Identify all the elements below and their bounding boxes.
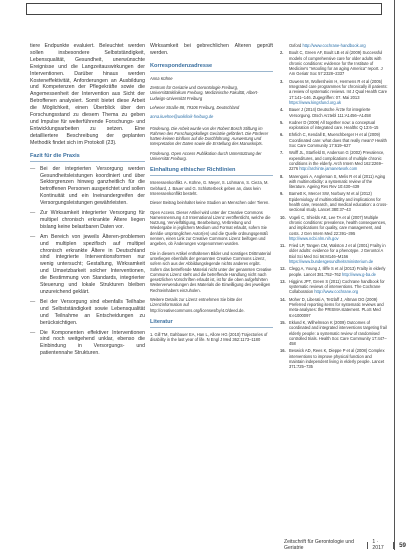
issue-label: 1 · 2017 — [372, 539, 384, 550]
fazit-list — [30, 166, 145, 358]
reference-number: 10. — [280, 214, 286, 220]
reference-item — [280, 191, 388, 212]
reference-item — [280, 79, 388, 105]
reference-item — [280, 266, 388, 277]
reference-number: 12. — [280, 266, 286, 272]
reference-number: 4. — [280, 107, 284, 113]
reference-link[interactable]: http://www.g-ba.de — [342, 271, 376, 277]
fazit-item: — Die Komponenten effektiver Interventionen sind noch weitgehend unklar, ebenso die Einbindung in Versorgungs- und patientennahe Strukturen. — [30, 330, 145, 358]
reference-number: 2. — [280, 50, 284, 56]
reference-number: 3. — [280, 78, 284, 84]
reference-text: Wolff JL, Starfield B, Anderson G (2002) Prevalence, expenditures, and complications of multiple chronic conditions in the elderly. Arch Intern Med 162:2269–2276 — [289, 150, 385, 172]
ethics-paragraph: Open Access. Dieser Artikel wird unter der Creative Commons Namensnennung 4.0 International Lizenz veröffentlicht, welche die Nutzung, Vervielfältigung, Bearbeitung, Verbreitung und Wiedergabe in jeglichem Medium und Format erlaubt, sofern Sie den/die ursprünglichen Autor(en) und die Quelle ordnungsgemäß nennen, einen Link zur Creative Commons Lizenz beifügen und angeben, ob Änderungen vorgenommen wurden. — [150, 209, 271, 247]
reference-link[interactable]: http://archinte.jamanetwork.com — [299, 166, 358, 172]
ethics-paragraph: Interessenkonflikt. A. Kühne, G. Meyer, S. Lühmann, S. Cieza, M. Gebhard, J. Bauer und G. Schlotterbeck geben an, dass kein Interessenkonflikt besteht. — [150, 180, 269, 196]
reference-text: Eklund K, Wilhelmson K (2009) Outcomes of coordinated and integrated interventions targeting frail elderly people: a systematic review of randomised controlled trials. Health Soc Care Community 17:447–458 — [289, 319, 387, 347]
reference-link[interactable]: http://www.ncbi.nlm.nih.gov — [289, 235, 339, 241]
ethics-text — [150, 180, 273, 313]
correspondence-address — [150, 76, 273, 120]
reference-link[interactable]: http://www.cochrane-handbook.org — [302, 43, 366, 48]
funding-note: Förderung. Die Arbeit wurde von der Robert Bosch Stiftung im Rahmen des Forschungskollegs Geriatrie gefördert. Die Förderer hatten keinen Einfluss auf die Durchführung, Auswertung und Interpretation der Daten sowie die Erstellung des Manuskripts. — [150, 125, 269, 147]
reference-item — [280, 43, 388, 48]
ethics-paragraph: Weitere Details zur Lizenz entnehmen Sie bitte der Lizenzinformation auf http://creativecommons.org/licenses/by/4.0/deed.de. — [150, 297, 245, 313]
ethics-heading: Einhaltung ethischer Richtlinien — [150, 167, 273, 176]
reference-text: Higgins JPT, Green S (2011) Cochrane handbook for systematic reviews of interventions. The Cochrane Collaboration — [289, 278, 385, 295]
fazit-item: — Bei der Versorgung sind ebenfalls Teilhabe und Selbstständigkeit sowie Lebensqualität und Teilnahme an Entscheidungen zu berücksichtigen. — [30, 299, 145, 327]
column-left — [30, 43, 145, 360]
reference-item — [280, 215, 388, 241]
reference-link[interactable]: http://www.cochrane.org — [314, 289, 359, 295]
right-margin-bar — [394, 0, 413, 550]
running-header-bar — [26, 3, 382, 15]
reference-number: 11. — [280, 243, 286, 249]
reference-item — [280, 243, 388, 264]
reference-text: Bauer J (2014) Deutsche Ärzte für integrierte Versorgung. Dtsch Arztebl 111:A1456–A1458 — [289, 107, 371, 118]
reference-number: 13. — [280, 278, 286, 284]
reference-number: 9. — [280, 191, 284, 197]
reference-item — [280, 120, 388, 131]
reference-text: Clegg A, Young J, Iliffe S et al (2013) Frailty in elderly people. Lancet 381:752–762 — [289, 266, 386, 277]
intro-text: Wirksamkeit bei gebrechlichen Älteren geprüft werden. — [150, 43, 273, 56]
footer-divider — [367, 542, 368, 549]
reference-text: Beswick AD, Rees K, Dieppe P et al (2008) Complex interventions to improve physical function and maintain independent living in elderly people. Lancet 371:725–735 — [289, 348, 385, 370]
fazit-item: — Bei der integrierten Versorgung werden Gesundheitsleistungen koordiniert und über Sektorgrenzen hinweg ganzheitlich für die betroffenen Personen ausgerichtet und sollen Kontinuität und ein Ineinandergreifen der Versorgungsleistungen gewährleisten. — [30, 166, 145, 207]
literature-heading: Literatur — [150, 319, 273, 328]
correspondence-email: anna.kuehne@uniklinik-freiburg.de — [150, 114, 214, 120]
correspondence-line: Zentrum für Geriatrie und Gerontologie Freiburg, Universitätsklinikum Freiburg, Medizinische Fakultät, Albert-Ludwigs-Universität Freiburg — [150, 85, 259, 101]
column-middle — [150, 43, 273, 347]
column-right — [280, 43, 388, 372]
reference-number: 8. — [280, 173, 284, 179]
correspondence-line: Anna Kühne — [150, 75, 173, 81]
reference-item — [280, 150, 388, 171]
reference-item — [280, 279, 388, 295]
reference-link[interactable]: https://www.kingsfund.org.uk — [289, 99, 342, 105]
reference-item — [280, 320, 388, 346]
reference-number: 16. — [280, 348, 286, 354]
reference-text: Moher D, Liberati A, Tetzlaff J, Altman DG (2009) Preferred reporting items for systematic reviews and meta-analyses: the PRISMA statement. PLoS Med 6:e1000097 — [289, 296, 384, 318]
reference-list — [280, 43, 388, 370]
reference-item — [280, 297, 388, 318]
reference-text: Vogeli C, Shields AE, Lee TA et al (2007) Multiple chronic conditions: prevalence, health consequences, and implications for quality, care management, and costs. J Gen Intern Med 22:391–395 — [289, 214, 387, 236]
reference-item — [280, 107, 388, 118]
reference-text: Barnett K, Mercer SW, Norbury M et al (2012) Epidemiology of multimorbidity and implications for health care, research, and medical education: a cross-sectional study. Lancet 380:37–43 — [289, 191, 388, 213]
reference-item — [280, 50, 388, 76]
reference-number: 5. — [280, 119, 284, 125]
body-text — [30, 43, 145, 147]
funding-note-2: Förderung. Open Access Publikation durch Unterstützung der Universität Freiburg. — [150, 150, 262, 162]
reference-number: 7. — [280, 150, 284, 156]
reference-text: Boult C, Green AF, Boult LB et al (2009) Successful models of comprehensive care for older adults with chronic conditions: evidence for the Institute of Medicine's “retooling for an aging America” report. J Am Geriatr Soc 57:2328–2337 — [289, 50, 383, 77]
reference-text: Kodner D (2009) All together now: a conceptual exploration of integrated care. Healthc Q 13:6–15 — [289, 119, 379, 131]
ethics-paragraph: Dieser Beitrag beinhaltet keine Studien an Menschen oder Tieren. — [150, 200, 270, 206]
reference-item: 1. Gill TM, Gahbauer EA, Han L, Allore HG (2010) Trajectories of disability in the last year of life. N Engl J Med 362:1173–1180 — [150, 331, 268, 343]
reference-item — [280, 132, 388, 148]
reference-text: Oxford — [289, 43, 302, 48]
fazit-item: — Zur Wirksamkeit integrierter Versorgung für multipel chronisch erkrankte Ältere liegen bislang keine belastbaren Daten vor. — [30, 210, 145, 231]
reference-text: Ouwens M, Wollersheim H, Hermens R et al (2005) Integrated care programmes for chronically ill patients: a review of systematic reviews. Int J Qual Health Care 17:141–146. Zugegriffen: 07. Mai 2013 — [289, 78, 388, 100]
reference-number: 15. — [280, 319, 286, 325]
reference-link[interactable]: https://www.bundesgesundheitsministerium.de — [289, 258, 374, 264]
page-number: 59 — [399, 541, 406, 549]
correspondence-heading: Korrespondenzadresse — [150, 63, 273, 72]
reference-text: Ehrlich C, Kendall E, Muenchberger H et al (2009) Coordinated care: what does that really mean? Health Soc Care Community 17:619–627 — [289, 132, 387, 149]
reference-number: 6. — [280, 132, 284, 138]
page-footer — [284, 540, 406, 550]
reference-item — [280, 174, 388, 190]
journal-name: Zeitschrift für Gerontologie und Geriatrie — [283, 539, 354, 550]
reference-item — [280, 348, 388, 369]
paragraph: tiere Endpunkte evaluiert. Beleuchtet werden sollen insbesondere Selbstständigkeit, Lebensqualität, Gesundheit, unerwünschte Ereignisse und die Langzeitauswirkungen der Interventionen. Darüber hinaus werden Kosteneffektivität, Anforderungen an Ausbildung und Kompetenzen der Pflegekräfte sowie die Angemessenheit der Intervention aus Sicht der Betroffenen analysiert. Somit bietet diese Arbeit die Möglichkeit, einen Überblick über den Forschungsstand zu diesem Thema zu geben und Impulse für weiterführende Forschungs- und Entwicklungsarbeiten zu setzen. Eine detailliertere Beschreibung der geplanten Methodik findet sich im Protokoll (23). — [30, 43, 145, 146]
fazit-item: — Am Bereich von jeweils Älteren-problemen und multiplen spezifisch auf multipel chronisch erkrankte Ältere in Deutschland sind integrierte Interventionsformen nur wenig untersucht; Gestaltung, Wirksamkeit und Umsetzbarkeit solcher Interventionen, die Bestimmung von Standards, integrierter Steuerung und lokale Strukturen bleiben unzureichend geklärt. — [30, 234, 145, 296]
footer-divider — [393, 542, 394, 549]
reference-text: Marengoni A, Angleman S, Melis R et al (2011) Aging with multimorbidity: a systematic review of the literature. Ageing Res Rev 10:430–439 — [289, 173, 386, 190]
reference-number: 14. — [280, 296, 286, 302]
ethics-paragraph: Die in diesem Artikel enthaltenen Bilder und sonstiges Drittmaterial unterliegen ebenfalls der genannten Creative Commons Lizenz, sofern sich aus der Abbildungslegende nichts anderes ergibt. Sofern das betreffende Material nicht unter der genannten Creative Commons Lizenz steht und die betreffende Handlung nicht nach gesetzlichen Vorschriften erlaubt ist, ist für die oben aufgeführten Weiterverwendungen des Materials die Einwilligung des jeweiligen Rechteinhabers einzuholen. — [150, 250, 272, 293]
correspondence-line: Lehener Straße 88, 79106 Freiburg, Deutschland — [150, 105, 240, 110]
fazit-heading: Fazit für die Praxis — [30, 153, 145, 162]
reference-text: Fried LP, Tangen CM, Walston J et al (2001) Frailty in older adults: evidence for a phenotype. J Gerontol A Biol Sci Med Sci 56:M146–M156 — [289, 243, 386, 259]
